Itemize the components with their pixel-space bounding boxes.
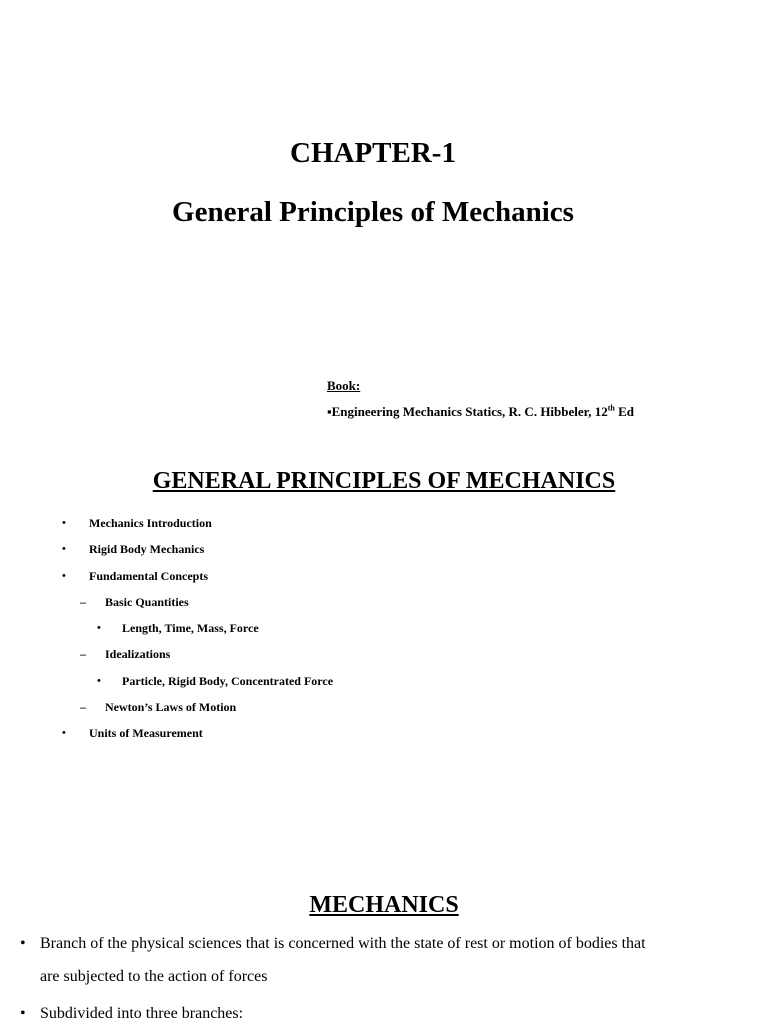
list-item-text: Units of Measurement [89, 726, 203, 741]
list-item [0, 540, 768, 566]
book-reference-text: Engineering Mechanics Statics, R. C. Hibbeler, 12 [331, 404, 608, 419]
list-item [0, 724, 768, 750]
bullet-icon: • [20, 1005, 26, 1022]
list-item-text: Mechanics Introduction [89, 516, 212, 530]
list-item [0, 593, 768, 619]
book-reference-edition: Ed [614, 404, 635, 419]
mechanics-heading: MECHANICS [309, 892, 459, 918]
body-text: Branch of the physical sciences that is concerned with the state of rest or motion of bodies that [40, 935, 646, 952]
outline-list [0, 514, 768, 751]
body-text: are subjected to the action of forces [40, 968, 268, 985]
square-bullet-icon: ▪ [327, 404, 332, 419]
list-item [0, 619, 768, 645]
bullet-icon: • [62, 727, 66, 740]
chapter-title: CHAPTER-1 [290, 137, 456, 169]
list-item-text: Basic Quantities [105, 594, 189, 609]
list-item [0, 567, 768, 593]
list-item-text: Newton’s Laws of Motion [105, 700, 237, 715]
bullet-icon: • [62, 543, 66, 556]
outline-heading: GENERAL PRINCIPLES OF MECHANICS [152, 468, 616, 494]
bullet-icon: • [97, 622, 101, 635]
dash-icon: – [80, 700, 86, 715]
book-reference [327, 403, 634, 421]
dash-icon: – [80, 594, 86, 609]
list-item-text: Rigid Body Mechanics [89, 542, 205, 557]
book-label: Book: [327, 378, 361, 393]
list-item [0, 645, 768, 671]
list-item [0, 698, 768, 724]
list-item-text: Idealizations [105, 647, 171, 662]
body-text: Subdivided into three branches: [40, 1005, 244, 1022]
list-item [0, 514, 768, 540]
dash-icon: – [80, 647, 86, 662]
list-item-text: Length, Time, Mass, Force [122, 621, 259, 636]
bullet-icon: • [20, 935, 26, 952]
bullet-icon: • [62, 569, 66, 582]
chapter-subtitle: General Principles of Mechanics [172, 196, 574, 228]
list-item-text: Fundamental Concepts [89, 568, 209, 583]
bullet-icon: • [62, 517, 66, 529]
list-item [0, 672, 768, 698]
book-reference-superscript: th [607, 403, 615, 413]
bullet-icon: • [97, 674, 101, 687]
list-item-text: Particle, Rigid Body, Concentrated Force [122, 673, 334, 688]
